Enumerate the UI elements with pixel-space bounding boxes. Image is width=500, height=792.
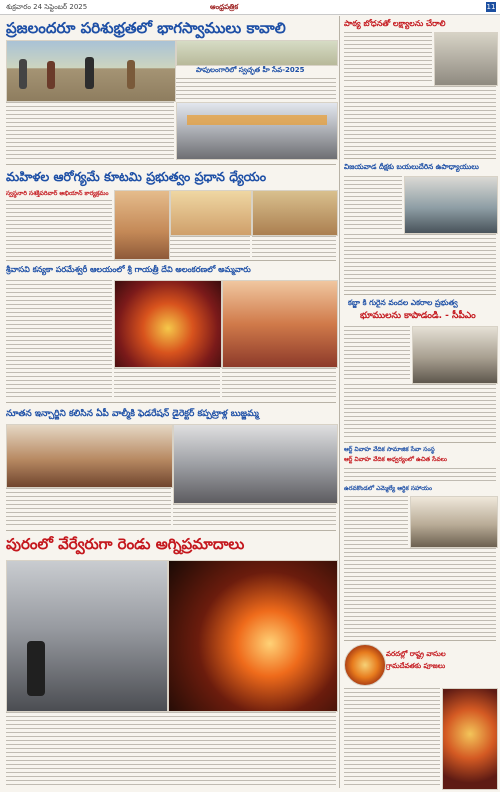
bottom-right-headline-line2: గ్రామదేవతకు పూజలు [386,662,446,670]
body-text [344,496,408,546]
right-top-headline: పాఠ్య బోధనతో లక్ష్యాలను చేరాలి [344,19,446,28]
body-text [344,326,410,382]
body-text [6,200,112,258]
photo-village-deity [442,688,498,790]
page-number: 11 [486,3,496,11]
body-text [6,102,174,142]
main-headline: ప్రజలందరూ పరిశుభ్రతలో భాగస్వాములు కావాలి [6,19,286,37]
photo-fire-site-1 [6,560,168,712]
body-text [170,236,250,258]
photo-health-camp-2 [170,190,252,236]
body-text [222,368,336,400]
service-headline-line1: ఆర్ట్ వివాహ వేదిక సామాజిక సేవా సంస్థ [344,446,435,453]
body-text [114,368,220,400]
land-headline-line2: భూములను కాపాడండి. - సీపీఎం [360,311,476,321]
body-text [6,712,336,788]
body-text [344,548,496,638]
photo-event-side [176,40,338,66]
fire-headline: పురంలో వేర్వేరుగా రెండు అగ్నిప్రమాదాలు [6,535,245,553]
photo-fire-site-2 [168,560,338,712]
bottom-right-headline-line1: వరదల్లో రాష్ట్ర వాసుల [386,650,446,658]
service-headline-line2: ఆర్ట్ వివాహ వేదిక అధ్వర్యంలో ఉచిత సేవలు [344,456,447,463]
photo-teachers-group [404,176,498,234]
body-text [344,234,496,292]
issue-date: శుక్రవారం 24 సెప్టెంబర్ 2025 [6,3,88,11]
photo-garland-felicitation [173,424,338,504]
body-text [6,142,174,162]
temple-headline: శ్రీవాసవి కన్యకా పరమేశ్వరీ ఆలయంలో శ్రీ గాయత్రీ దేవి అలంకరణలో అమ్మవారు [6,265,251,274]
body-text [6,280,112,400]
photo-school-official [434,32,498,86]
body-text [173,504,336,528]
body-text [6,488,171,528]
photo-federation-meeting [6,424,173,488]
women-health-headline: మహిళల ఆరోగ్యమే కూటమి ప్రభుత్వం ప్రధాన ధ్యేయం [6,169,267,184]
body-text [252,236,336,258]
photo-mla-assistance [410,496,498,548]
photo-cpm-memorandum [412,326,498,384]
land-headline-line1: కబ్జా కి గురైన వందల ఎకరాల ప్రభుత్వ [348,298,458,307]
body-text [176,78,336,100]
body-text [344,86,496,156]
body-text [344,384,496,440]
body-text [344,176,402,232]
photo-health-camp-3 [252,190,338,236]
dharna-headline: విజయవాడ దీక్షకు బయలుదేరిన ఉపాధ్యాయులు [344,162,479,171]
photo-cleanup-drive [6,40,176,102]
paper-name: ఆంధ్రపత్రిక [210,3,239,11]
photo-goddess-alankaram [114,280,222,368]
body-text [344,468,496,482]
body-text [344,32,432,84]
page-header [0,0,500,15]
women-health-subheadline: స్వస్థనారి సశక్తిపరివార్ అభియాన్ కార్యక్రమం [6,190,109,197]
meet-headline: నూతన ఇన్చార్జిని కలిసిన ఏపీ వాల్మీకి ఫెడరేషన్ డైరెక్టర్ కప్పట్రాళ్ల బుజ్జమ్మ [6,409,259,419]
photo-officials-stage [176,102,338,160]
swachh-subheadline: పాపులంగారిలో స్వచ్ఛత హీ సేవ-2025 [196,66,305,74]
festival-lamp-graphic [344,644,386,686]
body-text [344,688,440,788]
photo-health-camp-1 [114,190,170,260]
garlands-headline: ఉరవకొండలో ఎమ్మెల్యే ఆర్థిక సహాయం [344,485,432,492]
photo-temple-devotees [222,280,338,368]
